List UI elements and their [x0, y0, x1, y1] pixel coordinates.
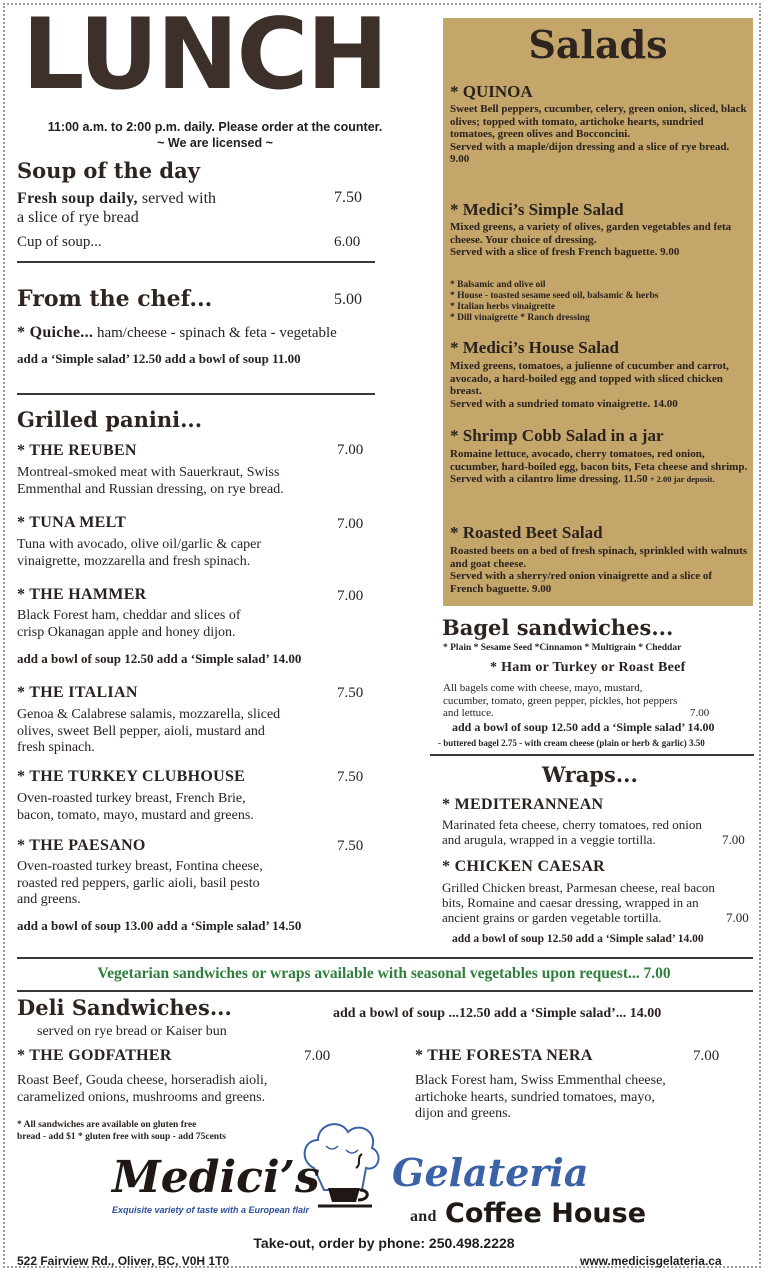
desc-line: Served with a slice of fresh French baguette. 9.00 — [450, 246, 680, 259]
panini-name: * THE TURKEY CLUBHOUSE — [17, 768, 246, 785]
panini-section-title: Grilled panini... — [17, 407, 203, 432]
panini-desc — [17, 791, 254, 824]
dressing-item: * House - toasted sesame seed oil, balsamic & herbs — [450, 291, 659, 301]
desc-line: Served with a sundried tomato vinaigrette. 14.00 — [450, 397, 678, 410]
logo-medici: Medici’s — [112, 1152, 320, 1203]
desc-line: Montreal-smoked meat with Sauerkraut, Swiss — [17, 465, 280, 480]
desc-line: dijon and greens. — [415, 1106, 512, 1121]
divider — [430, 754, 754, 756]
bagel-addons: add a bowl of soup 12.50 add a ‘Simple salad’ 14.00 — [452, 720, 715, 734]
salad-name: * QUINOA — [450, 82, 533, 101]
bagel-price: 7.00 — [690, 707, 710, 719]
wrap-price: 7.00 — [726, 910, 749, 925]
deli-price: 7.00 — [693, 1048, 720, 1064]
soup-section-title: Soup of the day — [17, 158, 200, 183]
desc-line: bacon, tomato, mayo, mustard and greens. — [17, 807, 254, 823]
desc-line: ancient grains or garden vegetable tortilla. — [442, 910, 662, 925]
wrap-price: 7.00 — [722, 832, 745, 847]
bagel-description — [443, 682, 677, 720]
desc-line: Oven-roasted turkey breast, Fontina cheese, — [17, 859, 263, 874]
logo-and: and — [410, 1208, 437, 1225]
desc-line: cucumber, tomato, green pepper, pickles, hot peppers — [443, 694, 678, 707]
desc-line: Oven-roasted turkey breast, French Brie, — [17, 791, 246, 806]
bagel-fillings: * Ham or Turkey or Roast Beef — [490, 660, 686, 675]
soup-rest: served with — [137, 190, 217, 207]
desc-line: roasted red peppers, garlic aioli, basil pesto — [17, 875, 260, 891]
panini-name: * THE REUBEN — [17, 442, 137, 459]
desc-line: Served with a maple/dijon dressing and a slice of rye bread. 9.00 — [450, 140, 730, 166]
dressing-item: * Italian herbs vinaigrette — [450, 302, 556, 312]
desc-text: Served with a cilantro lime dressing. 11.50 — [450, 473, 648, 486]
desc-line: Genoa & Calabrese salamis, mozzarella, sliced — [17, 707, 281, 722]
desc-line: bits, Romaine and caesar dressing, wrapped in an — [442, 895, 699, 910]
desc-line: olives, sweet Bell pepper, aioli, mustard and — [17, 723, 265, 739]
panini-price: 7.50 — [337, 769, 364, 785]
desc-line: Emmenthal and Russian dressing, on rye bread. — [17, 481, 284, 497]
deli-desc — [415, 1073, 666, 1123]
salad-name: * Medici’s Simple Salad — [450, 200, 624, 219]
salad-desc — [450, 221, 748, 259]
salad-name: * Shrimp Cobb Salad in a jar — [450, 426, 664, 445]
jar-deposit: + 2.00 jar deposit. — [647, 474, 715, 485]
panini-price: 7.50 — [337, 685, 364, 701]
licensed-text: ~ We are licensed ~ — [157, 136, 273, 150]
deli-addons: add a bowl of soup ...12.50 add a ‘Simple salad’... 14.00 — [333, 1006, 662, 1021]
desc-line: Marinated feta cheese, cherry tomatoes, red onion — [442, 817, 702, 832]
deli-name: * THE FORESTA NERA — [415, 1047, 593, 1064]
soup-price: 7.50 — [334, 189, 362, 206]
panini-name: * TUNA MELT — [17, 514, 127, 531]
wrap-desc — [442, 817, 702, 847]
desc-line: Roasted beets on a bed of fresh spinach, sprinkled with walnuts and goat cheese. — [450, 545, 748, 570]
salads-title: Salads — [528, 22, 668, 67]
cup-price: 6.00 — [334, 234, 361, 250]
takeout-phone: Take-out, order by phone: 250.498.2228 — [253, 1235, 515, 1251]
wrap-name: * CHICKEN CAESAR — [442, 858, 606, 875]
chef-section-title: From the chef... — [17, 286, 213, 312]
desc-line: and arugula, wrapped in a veggie tortilla. — [442, 832, 656, 847]
panini-name: * THE ITALIAN — [17, 684, 138, 701]
divider — [17, 393, 375, 395]
cup-of-soup: Cup of soup... — [17, 234, 102, 250]
desc-line: Tuna with avocado, olive oil/garlic & caper — [17, 537, 262, 552]
desc-line — [450, 473, 748, 486]
desc-line: fresh spinach. — [17, 740, 95, 755]
vegetarian-note: Vegetarian sandwiches or wraps available with seasonal vegetables upon request... 7.00 — [97, 965, 671, 982]
desc-line: All bagels come with cheese, mayo, mustard, — [443, 682, 643, 694]
bagel-section-title: Bagel sandwiches... — [442, 615, 674, 640]
panini-desc — [17, 859, 263, 909]
wrap-desc — [442, 880, 715, 925]
dressing-item: * Dill vinaigrette * Ranch dressing — [450, 313, 590, 323]
desc-line: and lettuce. — [443, 707, 494, 719]
deli-name: * THE GODFATHER — [17, 1047, 172, 1064]
salad-desc — [450, 360, 748, 410]
soup-bold: Fresh soup daily, — [17, 190, 138, 207]
address: 522 Fairview Rd., Oliver, BC, V0H 1T0 — [17, 1254, 230, 1268]
desc-line: artichoke hearts, sundried tomatoes, mayo, — [415, 1089, 655, 1105]
website-link[interactable]: www.medicisgelateria.ca — [580, 1254, 722, 1268]
quiche-line — [17, 325, 337, 342]
salad-desc — [450, 545, 748, 595]
panini-price: 7.00 — [337, 588, 364, 604]
panini-name: * THE PAESANO — [17, 837, 146, 854]
gluten-note — [17, 1119, 226, 1143]
panini-name: * THE HAMMER — [17, 586, 147, 603]
desc-line: caramelized onions, mushrooms and greens. — [17, 1089, 266, 1105]
panini-price: 7.00 — [337, 442, 364, 458]
divider — [17, 261, 375, 263]
deli-price: 7.00 — [304, 1048, 331, 1064]
panini-addons: add a bowl of soup 12.50 add a ‘Simple salad’ 14.00 — [17, 651, 302, 666]
wrap-name: * MEDITERANNEAN — [442, 796, 604, 813]
divider — [17, 957, 753, 959]
dressing-item: * Balsamic and olive oil — [450, 280, 546, 290]
desc-line: vinaigrette, mozzarella and fresh spinach. — [17, 553, 251, 569]
quiche-name: * Quiche... — [17, 324, 94, 341]
menu-title: LUNCH — [22, 0, 387, 112]
wrap-addons: add a bowl of soup 12.50 add a ‘Simple salad’ 14.00 — [452, 933, 704, 945]
panini-desc — [17, 465, 284, 498]
desc-line: Black Forest ham, cheddar and slices of — [17, 608, 241, 623]
deli-section-title: Deli Sandwiches... — [17, 995, 232, 1020]
deli-subtitle: served on rye bread or Kaiser bun — [37, 1024, 227, 1039]
logo-gelateria: Gelateria — [392, 1150, 589, 1195]
logo-tagline: Exquisite variety of taste with a European flair — [112, 1205, 310, 1215]
soup-description — [17, 189, 216, 227]
panini-addons: add a bowl of soup 13.00 add a ‘Simple salad’ 14.50 — [17, 918, 302, 933]
logo-coffee-house: Coffee House — [445, 1198, 647, 1229]
salad-desc — [450, 448, 748, 486]
desc-line: Served with a sherry/red onion vinaigrette and a slice of French baguette. 9.00 — [450, 570, 713, 595]
desc-line: Black Forest ham, Swiss Emmenthal cheese, — [415, 1073, 666, 1088]
deli-desc — [17, 1073, 267, 1106]
salad-name: * Medici’s House Salad — [450, 338, 619, 357]
desc-line: Mixed greens, a variety of olives, garden vegetables and feta cheese. Your choice of dressing. — [450, 221, 732, 246]
desc-line: Romaine lettuce, avocado, cherry tomatoes, red onion, cucumber, hard-boiled egg, bacon bits, Feta cheese and shrimp. — [450, 448, 748, 473]
desc-line: Sweet Bell peppers, cucumber, celery, green onion, sliced, black olives; topped with tomato, artichoke hearts, sundried tomatoes, green olives and Bocconcini. — [450, 103, 747, 141]
salad-desc — [450, 103, 748, 166]
bagel-types: * Plain * Sesame Seed *Cinnamon * Multigrain * Cheddar — [443, 643, 682, 653]
divider — [17, 990, 753, 992]
bagel-extras: - buttered bagel 2.75 - with cream cheese (plain or herb & garlic) 3.50 — [438, 738, 705, 748]
soup-line2: a slice of rye bread — [17, 209, 139, 226]
desc-line: Roast Beef, Gouda cheese, horseradish aioli, — [17, 1073, 268, 1088]
dressing-list — [450, 280, 748, 324]
desc-line: bread - add $1 * gluten free with soup - add 75cents — [17, 1132, 226, 1142]
desc-line: * All sandwiches are available on gluten free — [17, 1120, 197, 1130]
quiche-options: ham/cheese - spinach & feta - vegetable — [93, 325, 337, 341]
wraps-section-title: Wraps... — [542, 762, 638, 787]
desc-line: Mixed greens, tomatoes, a julienne of cucumber and carrot, avocado, a hard-boiled egg and topped with sliced chicken breast. — [450, 360, 729, 398]
chef-price: 5.00 — [334, 291, 362, 308]
panini-desc — [17, 537, 261, 570]
desc-line: and greens. — [17, 892, 81, 907]
salad-name: * Roasted Beet Salad — [450, 523, 603, 542]
panini-desc — [17, 608, 241, 641]
chef-addons: add a ‘Simple salad’ 12.50 add a bowl of soup 11.00 — [17, 351, 301, 366]
desc-line: Grilled Chicken breast, Parmesan cheese, real bacon — [442, 880, 715, 895]
panini-price: 7.50 — [337, 838, 364, 854]
panini-desc — [17, 707, 280, 757]
hours-text: 11:00 a.m. to 2:00 p.m. daily. Please order at the counter. — [47, 120, 383, 134]
desc-line: crisp Okanagan apple and honey dijon. — [17, 624, 236, 640]
panini-price: 7.00 — [337, 516, 364, 532]
